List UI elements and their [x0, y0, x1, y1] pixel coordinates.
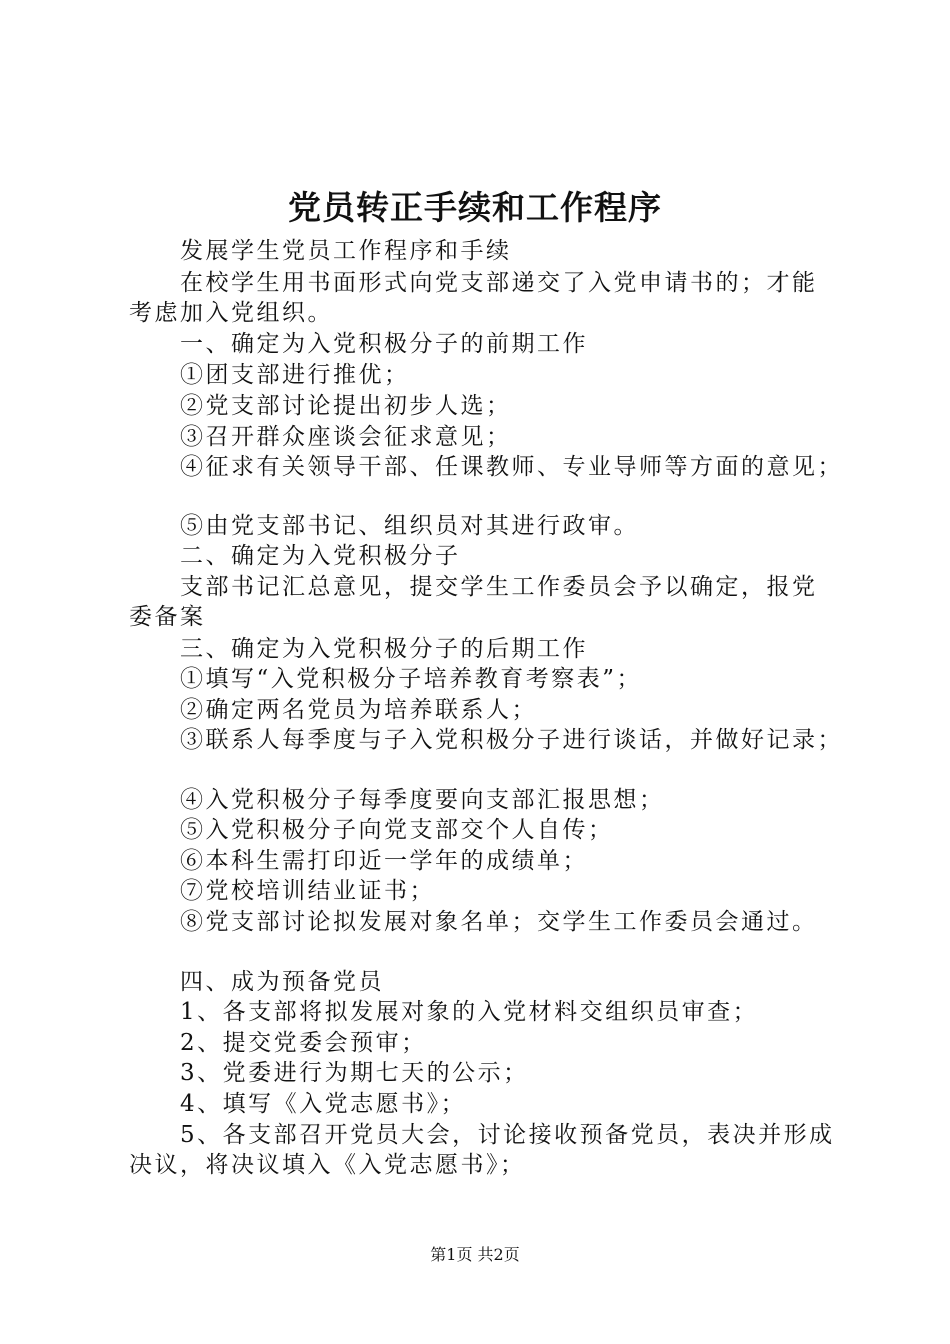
text-line-26: 4、填写《入党志愿书》；: [180, 1091, 467, 1117]
text-line-15: ②确定两名党员为培养联系人；: [180, 697, 537, 723]
text-line-6: ②党支部讨论提出初步人选；: [180, 393, 512, 419]
text-line-14: ①填写“入党积极分子培养教育考察表”；: [180, 666, 643, 692]
text-line-23: 1、各支部将拟发展对象的入党材料交组织员审查；: [180, 999, 759, 1025]
text-line-3: 考虑加入党组织。: [129, 300, 333, 326]
text-line-24: 2、提交党委会预审；: [180, 1030, 427, 1056]
text-line-25: 3、党委进行为期七天的公示；: [180, 1060, 529, 1086]
text-line-12: 委备案: [129, 604, 206, 630]
text-line-22: 四、成为预备党员: [180, 969, 384, 995]
text-line-1: 发展学生党员工作程序和手续: [180, 238, 512, 264]
text-line-16: ③联系人每季度与子入党积极分子进行谈话，并做好记录；: [180, 727, 843, 753]
text-line-10: 二、确定为入党积极分子: [180, 543, 461, 569]
text-line-20: ⑦党校培训结业证书；: [180, 878, 435, 904]
text-line-2: 在校学生用书面形式向党支部递交了入党申请书的；才能: [180, 270, 818, 296]
text-line-5: ①团支部进行推优；: [180, 362, 410, 388]
text-line-19: ⑥本科生需打印近一学年的成绩单；: [180, 848, 588, 874]
text-line-13: 三、确定为入党积极分子的后期工作: [180, 636, 588, 662]
text-line-17: ④入党积极分子每季度要向支部汇报思想；: [180, 787, 665, 813]
text-line-7: ③召开群众座谈会征求意见；: [180, 424, 512, 450]
text-line-9: ⑤由党支部书记、组织员对其进行政审。: [180, 513, 639, 539]
text-line-4: 一、确定为入党积极分子的前期工作: [180, 331, 588, 357]
text-line-11: 支部书记汇总意见，提交学生工作委员会予以确定，报党: [180, 574, 818, 600]
page-footer: 第1页 共2页: [430, 1245, 520, 1264]
document-title: 党员转正手续和工作程序: [288, 188, 662, 227]
text-line-27: 5、各支部召开党员大会，讨论接收预备党员，表决并形成: [180, 1122, 835, 1148]
text-line-18: ⑤入党积极分子向党支部交个人自传；: [180, 817, 614, 843]
text-line-21: ⑧党支部讨论拟发展对象名单；交学生工作委员会通过。: [180, 909, 818, 935]
text-line-8: ④征求有关领导干部、任课教师、专业导师等方面的意见；: [180, 454, 843, 480]
text-line-28: 决议，将决议填入《入党志愿书》；: [129, 1152, 526, 1178]
